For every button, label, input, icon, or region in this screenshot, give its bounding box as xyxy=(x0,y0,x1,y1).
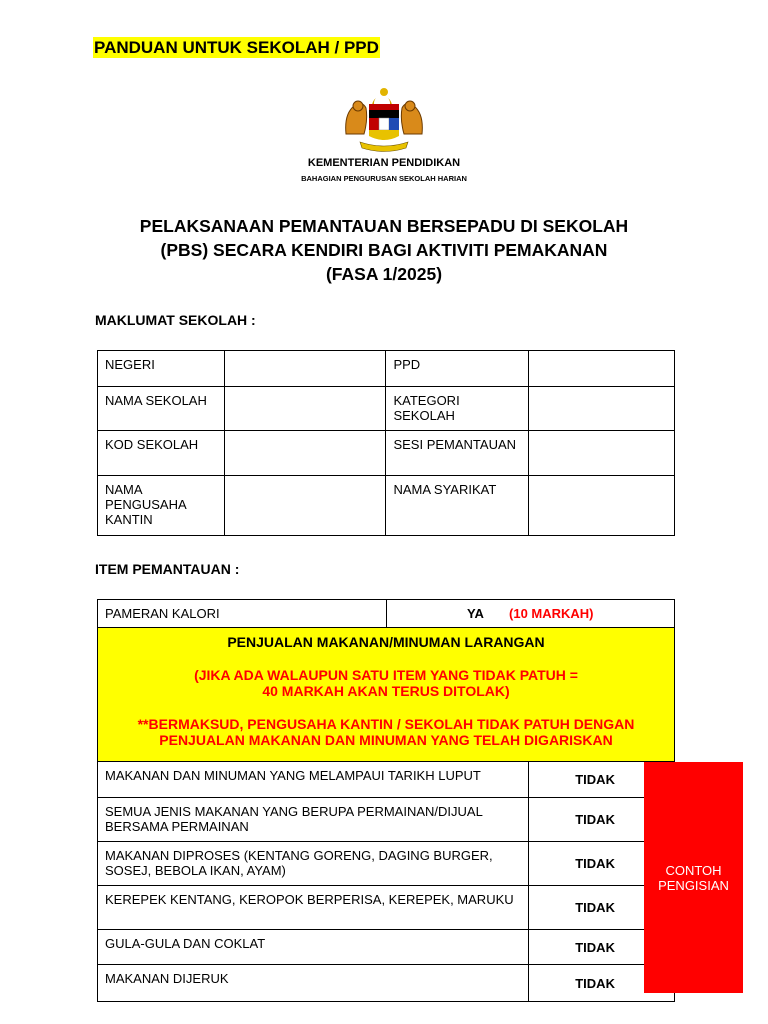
nama-pengusaha-label: NAMA PENGUSAHA KANTIN xyxy=(98,476,225,536)
negeri-field[interactable] xyxy=(224,351,386,387)
banned-notice xyxy=(98,628,675,762)
item-label: MAKANAN DIPROSES (KENTANG GORENG, DAGING BURGER, SOSEJ, BEBOLA IKAN, AYAM) xyxy=(98,842,529,886)
item-answer[interactable]: TIDAK xyxy=(529,886,675,930)
coat-of-arms-icon xyxy=(336,84,432,156)
banned-meaning-line-1: **BERMAKSUD, PENGUSAHA KANTIN / SEKOLAH TIDAK PATUH DENGAN xyxy=(137,716,635,732)
table-row xyxy=(98,886,675,930)
nama-sekolah-label: NAMA SEKOLAH xyxy=(98,387,225,431)
kod-sekolah-label: KOD SEKOLAH xyxy=(98,431,225,476)
item-label: GULA-GULA DAN COKLAT xyxy=(98,930,529,965)
banned-note-line-2: 40 MARKAH AKAN TERUS DITOLAK) xyxy=(262,683,510,699)
table-row xyxy=(98,798,675,842)
item-label: SEMUA JENIS MAKANAN YANG BERUPA PERMAINAN/DIJUAL BERSAMA PERMAINAN xyxy=(98,798,529,842)
item-answer[interactable]: TIDAK xyxy=(529,762,675,798)
ppd-field[interactable] xyxy=(529,351,675,387)
item-answer[interactable]: TIDAK xyxy=(529,798,675,842)
banned-note-line-1: (JIKA ADA WALAUPUN SATU ITEM YANG TIDAK PATUH = xyxy=(194,667,578,683)
nama-sekolah-field[interactable] xyxy=(224,387,386,431)
item-answer[interactable]: TIDAK xyxy=(529,965,675,1002)
item-label: KEREPEK KENTANG, KEROPOK BERPERISA, KEREPEK, MARUKU xyxy=(98,886,529,930)
item-answer[interactable]: TIDAK xyxy=(529,842,675,886)
title-line-2: (PBS) SECARA KENDIRI BAGI AKTIVITI PEMAKANAN xyxy=(160,240,608,260)
table-row xyxy=(98,842,675,886)
ministry-name: KEMENTERIAN PENDIDIKAN xyxy=(307,157,461,169)
negeri-label: NEGERI xyxy=(98,351,225,387)
calorie-marks: (10 MARKAH) xyxy=(509,606,594,621)
item-label: MAKANAN DAN MINUMAN YANG MELAMPAUI TARIKH LUPUT xyxy=(98,762,529,798)
table-row xyxy=(98,431,675,476)
item-label: MAKANAN DIJERUK xyxy=(98,965,529,1002)
page-title xyxy=(0,214,768,286)
table-row xyxy=(98,965,675,1002)
monitoring-heading: ITEM PEMANTAUAN : xyxy=(95,561,240,577)
title-line-3: (FASA 1/2025) xyxy=(325,264,443,284)
example-label: CONTOH PENGISIAN xyxy=(658,862,729,893)
item-answer[interactable]: TIDAK xyxy=(529,930,675,965)
nama-syarikat-field[interactable] xyxy=(529,476,675,536)
example-fill-box xyxy=(644,762,743,993)
kategori-sekolah-label: KATEGORI SEKOLAH xyxy=(386,387,529,431)
guide-title: PANDUAN UNTUK SEKOLAH / PPD xyxy=(94,38,379,57)
calorie-answer-cell[interactable] xyxy=(386,600,674,628)
kod-sekolah-field[interactable] xyxy=(224,431,386,476)
table-row xyxy=(98,762,675,798)
sesi-pemantauan-label: SESI PEMANTAUAN xyxy=(386,431,529,476)
table-row xyxy=(98,600,675,628)
kategori-sekolah-field[interactable] xyxy=(529,387,675,431)
nama-pengusaha-field[interactable] xyxy=(224,476,386,536)
sesi-pemantauan-field[interactable] xyxy=(529,431,675,476)
table-row xyxy=(98,387,675,431)
table-row xyxy=(98,628,675,762)
banned-heading: PENJUALAN MAKANAN/MINUMAN LARANGAN xyxy=(227,634,545,650)
table-row xyxy=(98,351,675,387)
calorie-label: PAMERAN KALORI xyxy=(98,600,387,628)
table-row xyxy=(98,476,675,536)
school-info-table xyxy=(97,350,675,536)
calorie-answer: YA xyxy=(467,606,484,621)
table-row xyxy=(98,930,675,965)
title-line-1: PELAKSANAAN PEMANTAUAN BERSEPADU DI SEKOLAH xyxy=(139,216,629,236)
school-info-heading: MAKLUMAT SEKOLAH : xyxy=(95,312,256,328)
nama-syarikat-label: NAMA SYARIKAT xyxy=(386,476,529,536)
banned-meaning-line-2: PENJUALAN MAKANAN DAN MINUMAN YANG TELAH DIGARISKAN xyxy=(159,732,613,748)
monitoring-table xyxy=(97,599,675,1002)
ppd-label: PPD xyxy=(386,351,529,387)
department-name: BAHAGIAN PENGURUSAN SEKOLAH HARIAN xyxy=(301,174,467,183)
